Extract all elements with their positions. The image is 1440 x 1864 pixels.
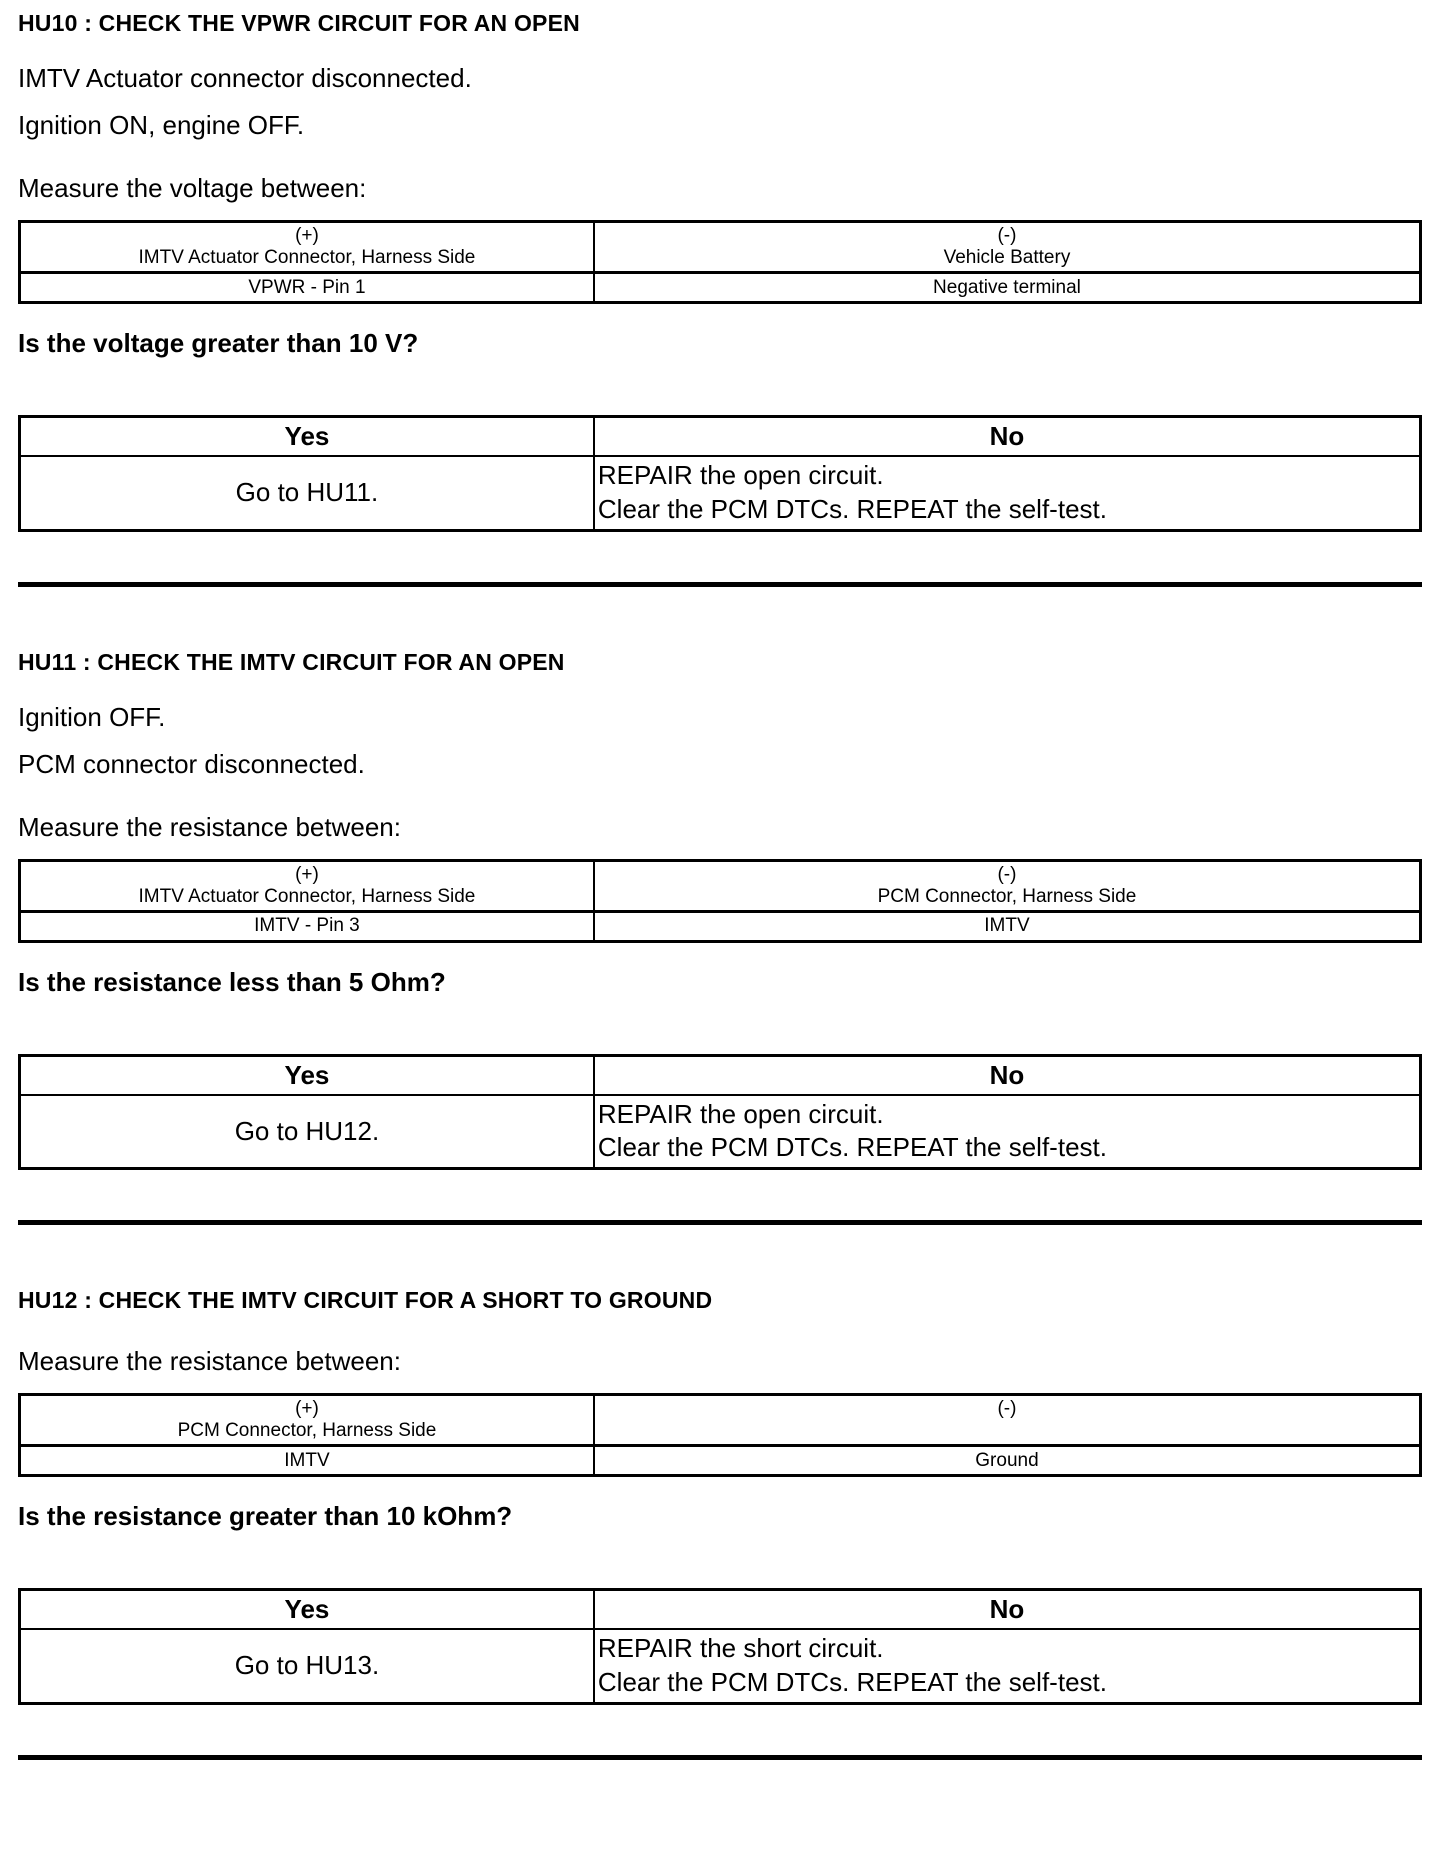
measurement-value-row [20, 273, 1421, 303]
instruction-line: Ignition OFF. [18, 701, 166, 732]
measurement-header-row [20, 1395, 1421, 1446]
decision-header-row [20, 1590, 1421, 1630]
no-action-cell [594, 1629, 1421, 1703]
negative-lead-header [594, 222, 1421, 273]
no-action-cell [594, 456, 1421, 530]
yes-action-cell: Go to HU12. [20, 1095, 594, 1169]
measurement-header-row [20, 222, 1421, 273]
no-header: No [594, 1590, 1421, 1630]
polarity-label: (+) [295, 225, 319, 246]
measurement-table [18, 859, 1422, 943]
no-action-line: Clear the PCM DTCs. REPEAT the self-test. [597, 493, 1107, 524]
question-text: Is the resistance greater than 10 kOhm? [18, 1501, 513, 1532]
no-header: No [594, 417, 1421, 457]
section-hu10 [18, 10, 1422, 587]
no-action-line: Clear the PCM DTCs. REPEAT the self-test. [597, 1132, 1107, 1163]
negative-pin-cell: Ground [594, 1446, 1421, 1476]
negative-pin-cell: IMTV [594, 911, 1421, 941]
section-hu11 [18, 649, 1422, 1226]
question-text: Is the resistance less than 5 Ohm? [18, 966, 446, 997]
positive-pin-cell: VPWR - Pin 1 [20, 273, 594, 303]
negative-lead-header [594, 860, 1421, 911]
section-divider [18, 582, 1422, 587]
connector-label: PCM Connector, Harness Side [877, 885, 1137, 907]
no-action-cell [594, 1095, 1421, 1169]
measure-label: Measure the resistance between: [18, 1346, 401, 1377]
negative-lead-header [594, 1395, 1421, 1446]
positive-pin-cell: IMTV - Pin 3 [20, 911, 594, 941]
connector-label: PCM Connector, Harness Side [177, 1420, 437, 1442]
decision-action-row [20, 1629, 1421, 1703]
polarity-label: (-) [997, 225, 1017, 246]
positive-lead-header [20, 1395, 594, 1446]
yes-action-cell: Go to HU13. [20, 1629, 594, 1703]
yes-action-cell: Go to HU11. [20, 456, 594, 530]
connector-label: IMTV Actuator Connector, Harness Side [138, 247, 476, 268]
section-hu12 [18, 1287, 1422, 1760]
decision-header-row [20, 417, 1421, 457]
decision-action-row [20, 1095, 1421, 1169]
instruction-line: Ignition ON, engine OFF. [18, 110, 305, 140]
measurement-table [18, 220, 1422, 304]
yes-header: Yes [20, 1055, 594, 1095]
measure-label: Measure the resistance between: [18, 811, 401, 842]
question-text: Is the voltage greater than 10 V? [18, 328, 419, 358]
section-title: HU11 : CHECK THE IMTV CIRCUIT FOR AN OPEN [18, 648, 565, 675]
yes-header: Yes [20, 417, 594, 457]
section-title: HU12 : CHECK THE IMTV CIRCUIT FOR A SHORT TO GROUND [18, 1287, 713, 1314]
positive-lead-header [20, 222, 594, 273]
decision-action-row [20, 456, 1421, 530]
polarity-label: (+) [295, 863, 319, 885]
decision-header-row [20, 1055, 1421, 1095]
measurement-header-row [20, 860, 1421, 911]
decision-table [18, 1054, 1422, 1171]
negative-pin-cell: Negative terminal [594, 273, 1421, 303]
measurement-table [18, 1393, 1422, 1477]
measurement-value-row [20, 911, 1421, 941]
section-divider [18, 1755, 1422, 1760]
instruction-line: PCM connector disconnected. [18, 748, 365, 779]
connector-label: IMTV Actuator Connector, Harness Side [138, 885, 476, 907]
decision-table [18, 415, 1422, 532]
connector-label: Vehicle Battery [943, 247, 1071, 268]
section-title: HU10 : CHECK THE VPWR CIRCUIT FOR AN OPEN [18, 10, 580, 36]
measure-label: Measure the voltage between: [18, 173, 367, 203]
decision-table [18, 1588, 1422, 1705]
positive-pin-cell: IMTV [20, 1446, 594, 1476]
no-action-line: REPAIR the open circuit. [597, 1098, 884, 1129]
section-divider [18, 1220, 1422, 1225]
measurement-value-row [20, 1446, 1421, 1476]
positive-lead-header [20, 860, 594, 911]
no-action-line: Clear the PCM DTCs. REPEAT the self-test. [597, 1666, 1107, 1697]
polarity-label: (-) [997, 863, 1017, 885]
polarity-label: (+) [295, 1398, 319, 1420]
no-action-line: REPAIR the open circuit. [597, 460, 884, 490]
polarity-label: (-) [997, 1398, 1017, 1420]
no-header: No [594, 1055, 1421, 1095]
instruction-line: IMTV Actuator connector disconnected. [18, 63, 472, 93]
no-action-line: REPAIR the short circuit. [597, 1633, 884, 1664]
yes-header: Yes [20, 1590, 594, 1630]
